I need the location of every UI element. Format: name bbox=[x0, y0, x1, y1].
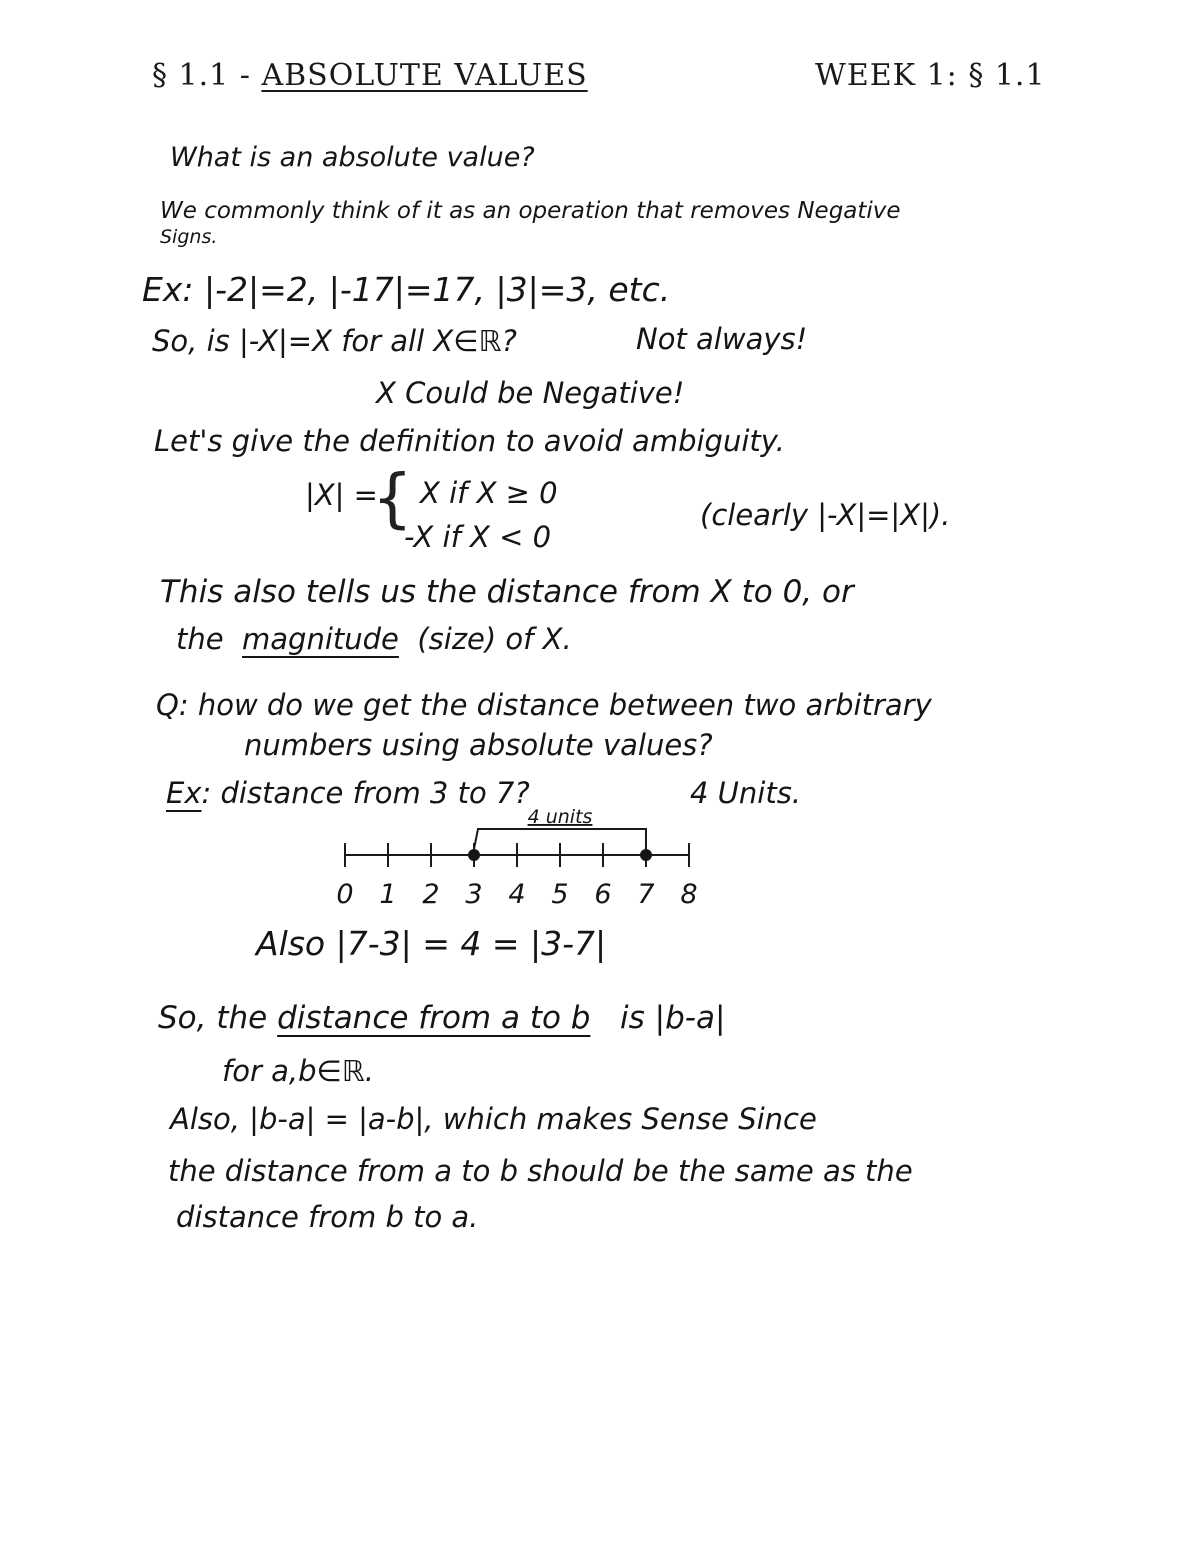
definition-case-1: X if X ≥ 0 bbox=[420, 476, 558, 510]
number-line-tick-label: 7 bbox=[637, 879, 655, 910]
number-line-point bbox=[640, 849, 652, 861]
common-line-2: Signs. bbox=[160, 226, 218, 248]
x-negative-line: X Could be Negative! bbox=[376, 376, 685, 410]
number-line-tick-label: 8 bbox=[680, 879, 698, 910]
examples-line: Ex: |-2|=2, |-17|=17, |3|=3, etc. bbox=[142, 270, 671, 309]
definition-case-2: -X if X < 0 bbox=[404, 520, 552, 554]
so-line: So, the distance from a to b is |b-a| bbox=[158, 1000, 726, 1036]
also2-line-2: the distance from a to b should be the same as the bbox=[168, 1154, 913, 1188]
not-always: Not always! bbox=[636, 322, 808, 356]
number-line-tick-label: 0 bbox=[336, 879, 354, 910]
definition-brace: { bbox=[372, 462, 413, 536]
distance-from-a-to-b: distance from a to b bbox=[277, 1000, 591, 1036]
question-line: What is an absolute value? bbox=[170, 142, 535, 173]
also-equation: Also |7-3| = 4 = |3-7| bbox=[256, 924, 607, 963]
number-line-tick-label: 3 bbox=[465, 879, 483, 910]
number-line-tick-label: 2 bbox=[422, 879, 440, 910]
also2-line-1: Also, |b-a| = |a-b|, which makes Sense Since bbox=[170, 1102, 817, 1136]
definition-lhs: |X| = bbox=[305, 478, 378, 512]
number-line-tick-label: 6 bbox=[594, 879, 612, 910]
clearly-note: (clearly |-X|=|X|). bbox=[700, 498, 951, 532]
span-label: 4 units bbox=[527, 806, 593, 828]
number-line-point bbox=[468, 849, 480, 861]
week-label: WEEK 1: § 1.1 bbox=[815, 58, 1046, 93]
also2-line-3: distance from b to a. bbox=[176, 1200, 479, 1234]
lets-give-line: Let's give the definition to avoid ambiguity. bbox=[154, 424, 785, 458]
q-line-1: Q: how do we get the distance between two arbitrary bbox=[156, 688, 932, 722]
number-line-tick-label: 4 bbox=[508, 879, 526, 910]
number-line-tick-label: 5 bbox=[551, 879, 569, 910]
magnitude-word: magnitude bbox=[242, 622, 399, 656]
ex-label: Ex bbox=[166, 776, 202, 810]
page-title: § 1.1 - ABSOLUTE VALUES bbox=[152, 58, 588, 93]
distance-line-2: the magnitude (size) of X. bbox=[176, 622, 572, 656]
number-line-tick-label: 1 bbox=[379, 879, 397, 910]
ex-line: Ex: distance from 3 to 7? bbox=[166, 776, 530, 810]
page-title-underlined: ABSOLUTE VALUES bbox=[261, 58, 588, 93]
for-ab-line: for a,b∈ℝ. bbox=[222, 1054, 374, 1088]
so-is-line: So, is |-X|=X for all X∈ℝ? bbox=[152, 324, 517, 358]
ex-answer: 4 Units. bbox=[690, 776, 802, 810]
distance-line-1: This also tells us the distance from X to 0, or bbox=[160, 574, 854, 610]
common-line-1: We commonly think of it as an operation that removes Negative bbox=[160, 198, 901, 224]
q-line-2: numbers using absolute values? bbox=[244, 728, 713, 762]
